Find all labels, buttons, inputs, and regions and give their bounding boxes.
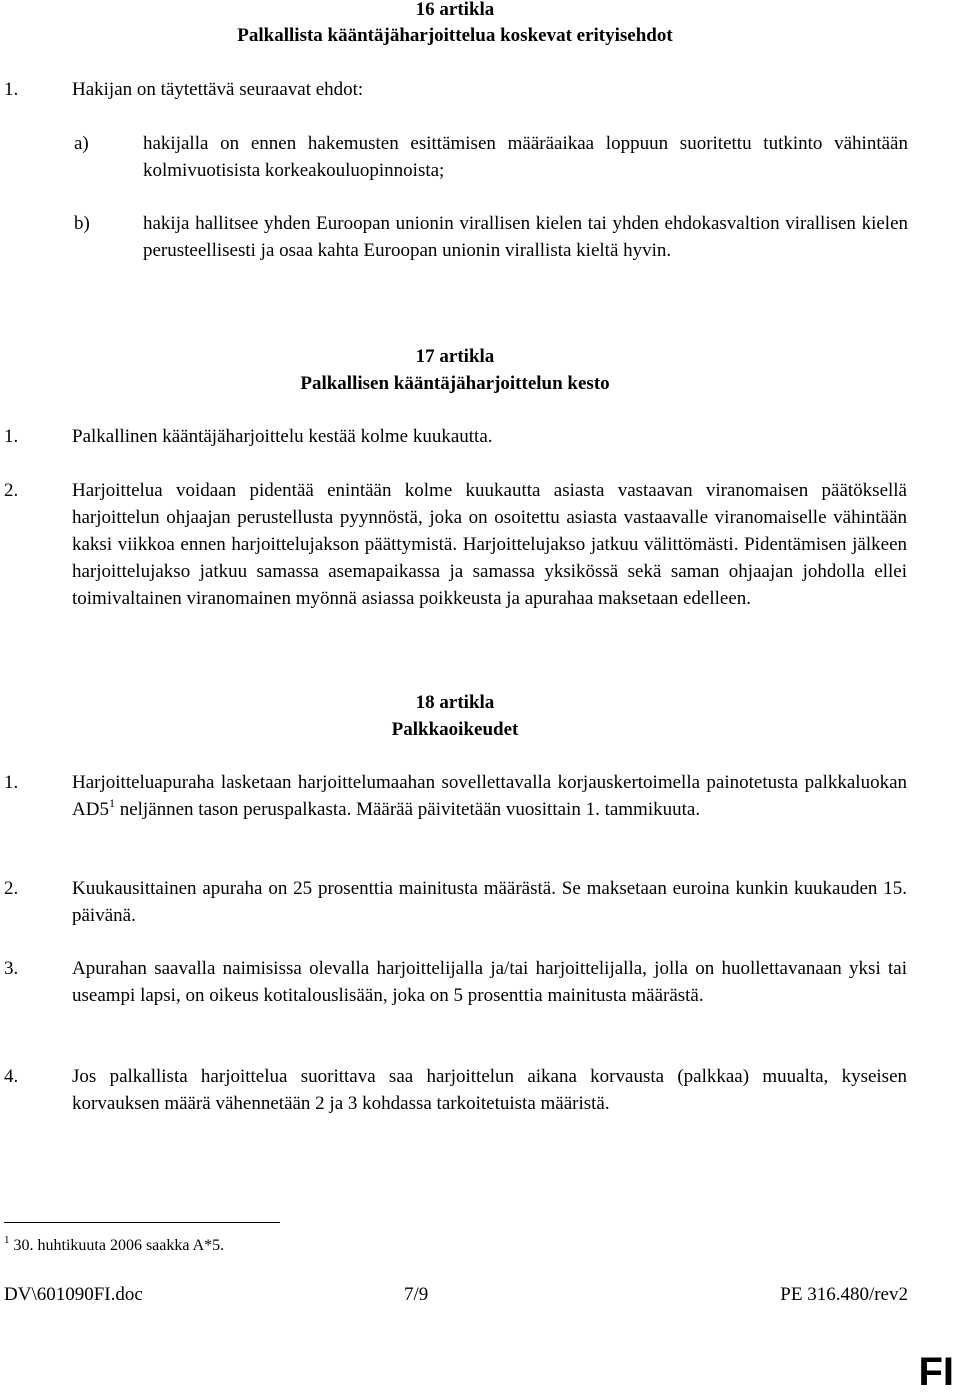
footnote bbox=[4, 1236, 224, 1256]
article-18-paragraph-2-text: Kuukausittainen apuraha on 25 prosenttia mainitusta määrästä. Se maksetaan euroina kunkin kuukauden 15. päivänä. bbox=[72, 878, 907, 926]
article-18-paragraph-3-number: 3. bbox=[4, 958, 19, 979]
footnote-text: 30. huhtikuuta 2006 saakka A*5. bbox=[9, 1237, 225, 1254]
article-17-paragraph-1-text: Palkallinen kääntäjäharjoittelu kestää kolme kuukautta. bbox=[72, 426, 493, 447]
article-17-paragraph-1-number: 1. bbox=[4, 426, 19, 447]
article-17-paragraph-2-text: Harjoittelua voidaan pidentää enintään kolme kuukautta asiasta vastaavan viranomaisen päätöksellä harjoittelun ohjaajan perustellusta pyynnöstä, joka on osoitettu asiasta vastaavalle viranomaiselle vähintään kaksi viikkoa ennen harjoittelujakson päättymistä. Harjoittelujakso jatkuu välittömästi. Pidentämisen jälkeen harjoittelujakso jatkuu samassa asemapaikassa ja samassa yksikössä sekä saman ohjaajan johdolla ellei toimivaltainen viranomainen myönnä asiassa poikkeusta ja apurahaa maksetaan edelleen. bbox=[72, 480, 907, 609]
article-16-item-a-label: a) bbox=[74, 133, 89, 154]
article-18-paragraph-3-text: Apurahan saavalla naimisissa olevalla harjoittelijalla ja/tai harjoittelijalla, jolla on huollettavanaan yksi tai useampi lapsi, on oikeus kotitalouslisään, joka on 5 prosenttia mainitusta määrästä. bbox=[72, 958, 907, 1006]
article-16-item-b-text: hakija hallitsee yhden Euroopan unionin virallisen kielen tai yhden ehdokasvaltion virallisen kielen perusteellisesti ja osaa kahta Euroopan unionin virallista kieltä hyvin. bbox=[143, 213, 908, 261]
article-18-title: Palkkaoikeudet bbox=[391, 719, 519, 740]
article-16-paragraph-1-number: 1. bbox=[4, 79, 19, 100]
article-17-paragraph-2-number: 2. bbox=[4, 480, 19, 501]
article-16-item-a-text: hakijalla on ennen hakemusten esittämisen määräaikaa loppuun suoritettu tutkinto vähintään kolmivuotisista korkeakouluopinnoista; bbox=[143, 133, 908, 181]
article-18-paragraph-4-number: 4. bbox=[4, 1066, 19, 1087]
footnote-reference-marker[interactable]: 1 bbox=[108, 796, 115, 810]
footnote-marker: 1 bbox=[4, 1234, 10, 1246]
footnote-separator bbox=[4, 1222, 280, 1223]
article-18-paragraph-1-text-a: Harjoitteluapuraha lasketaan harjoittelumaahan sovellettavalla korjauskertoimella painotetusta palkkaluokan AD5 bbox=[72, 772, 907, 820]
article-18-paragraph-1-text bbox=[72, 769, 907, 823]
language-code: FI bbox=[918, 1350, 954, 1394]
article-16-paragraph-1-text: Hakijan on täytettävä seuraavat ehdot: bbox=[72, 79, 364, 100]
article-17-number: 17 artikla bbox=[415, 346, 495, 367]
article-16-title: Palkallista kääntäjäharjoittelua koskevat erityisehdot bbox=[237, 25, 673, 46]
footer-page-number: 7/9 bbox=[404, 1284, 429, 1305]
article-18-paragraph-1-number: 1. bbox=[4, 772, 19, 793]
article-18-paragraph-2-number: 2. bbox=[4, 878, 19, 899]
footer-document-reference: DV\601090FI.doc bbox=[4, 1284, 143, 1305]
article-17-title: Palkallisen kääntäjäharjoittelun kesto bbox=[300, 373, 610, 394]
article-18-paragraph-1-text-b: neljännen tason peruspalkasta. Määrää päivitetään vuosittain 1. tammikuuta. bbox=[114, 799, 701, 820]
footer-pe-reference: PE 316.480/rev2 bbox=[780, 1284, 908, 1305]
article-18-paragraph-4-text: Jos palkallista harjoittelua suorittava saa harjoittelun aikana korvausta (palkkaa) muualta, kyseisen korvauksen määrä vähennetään 2 ja 3 kohdassa tarkoitetuista määristä. bbox=[72, 1066, 907, 1114]
article-16-item-b-label: b) bbox=[74, 213, 90, 234]
article-18-number: 18 artikla bbox=[415, 692, 495, 713]
article-16-number: 16 artikla bbox=[415, 0, 495, 20]
